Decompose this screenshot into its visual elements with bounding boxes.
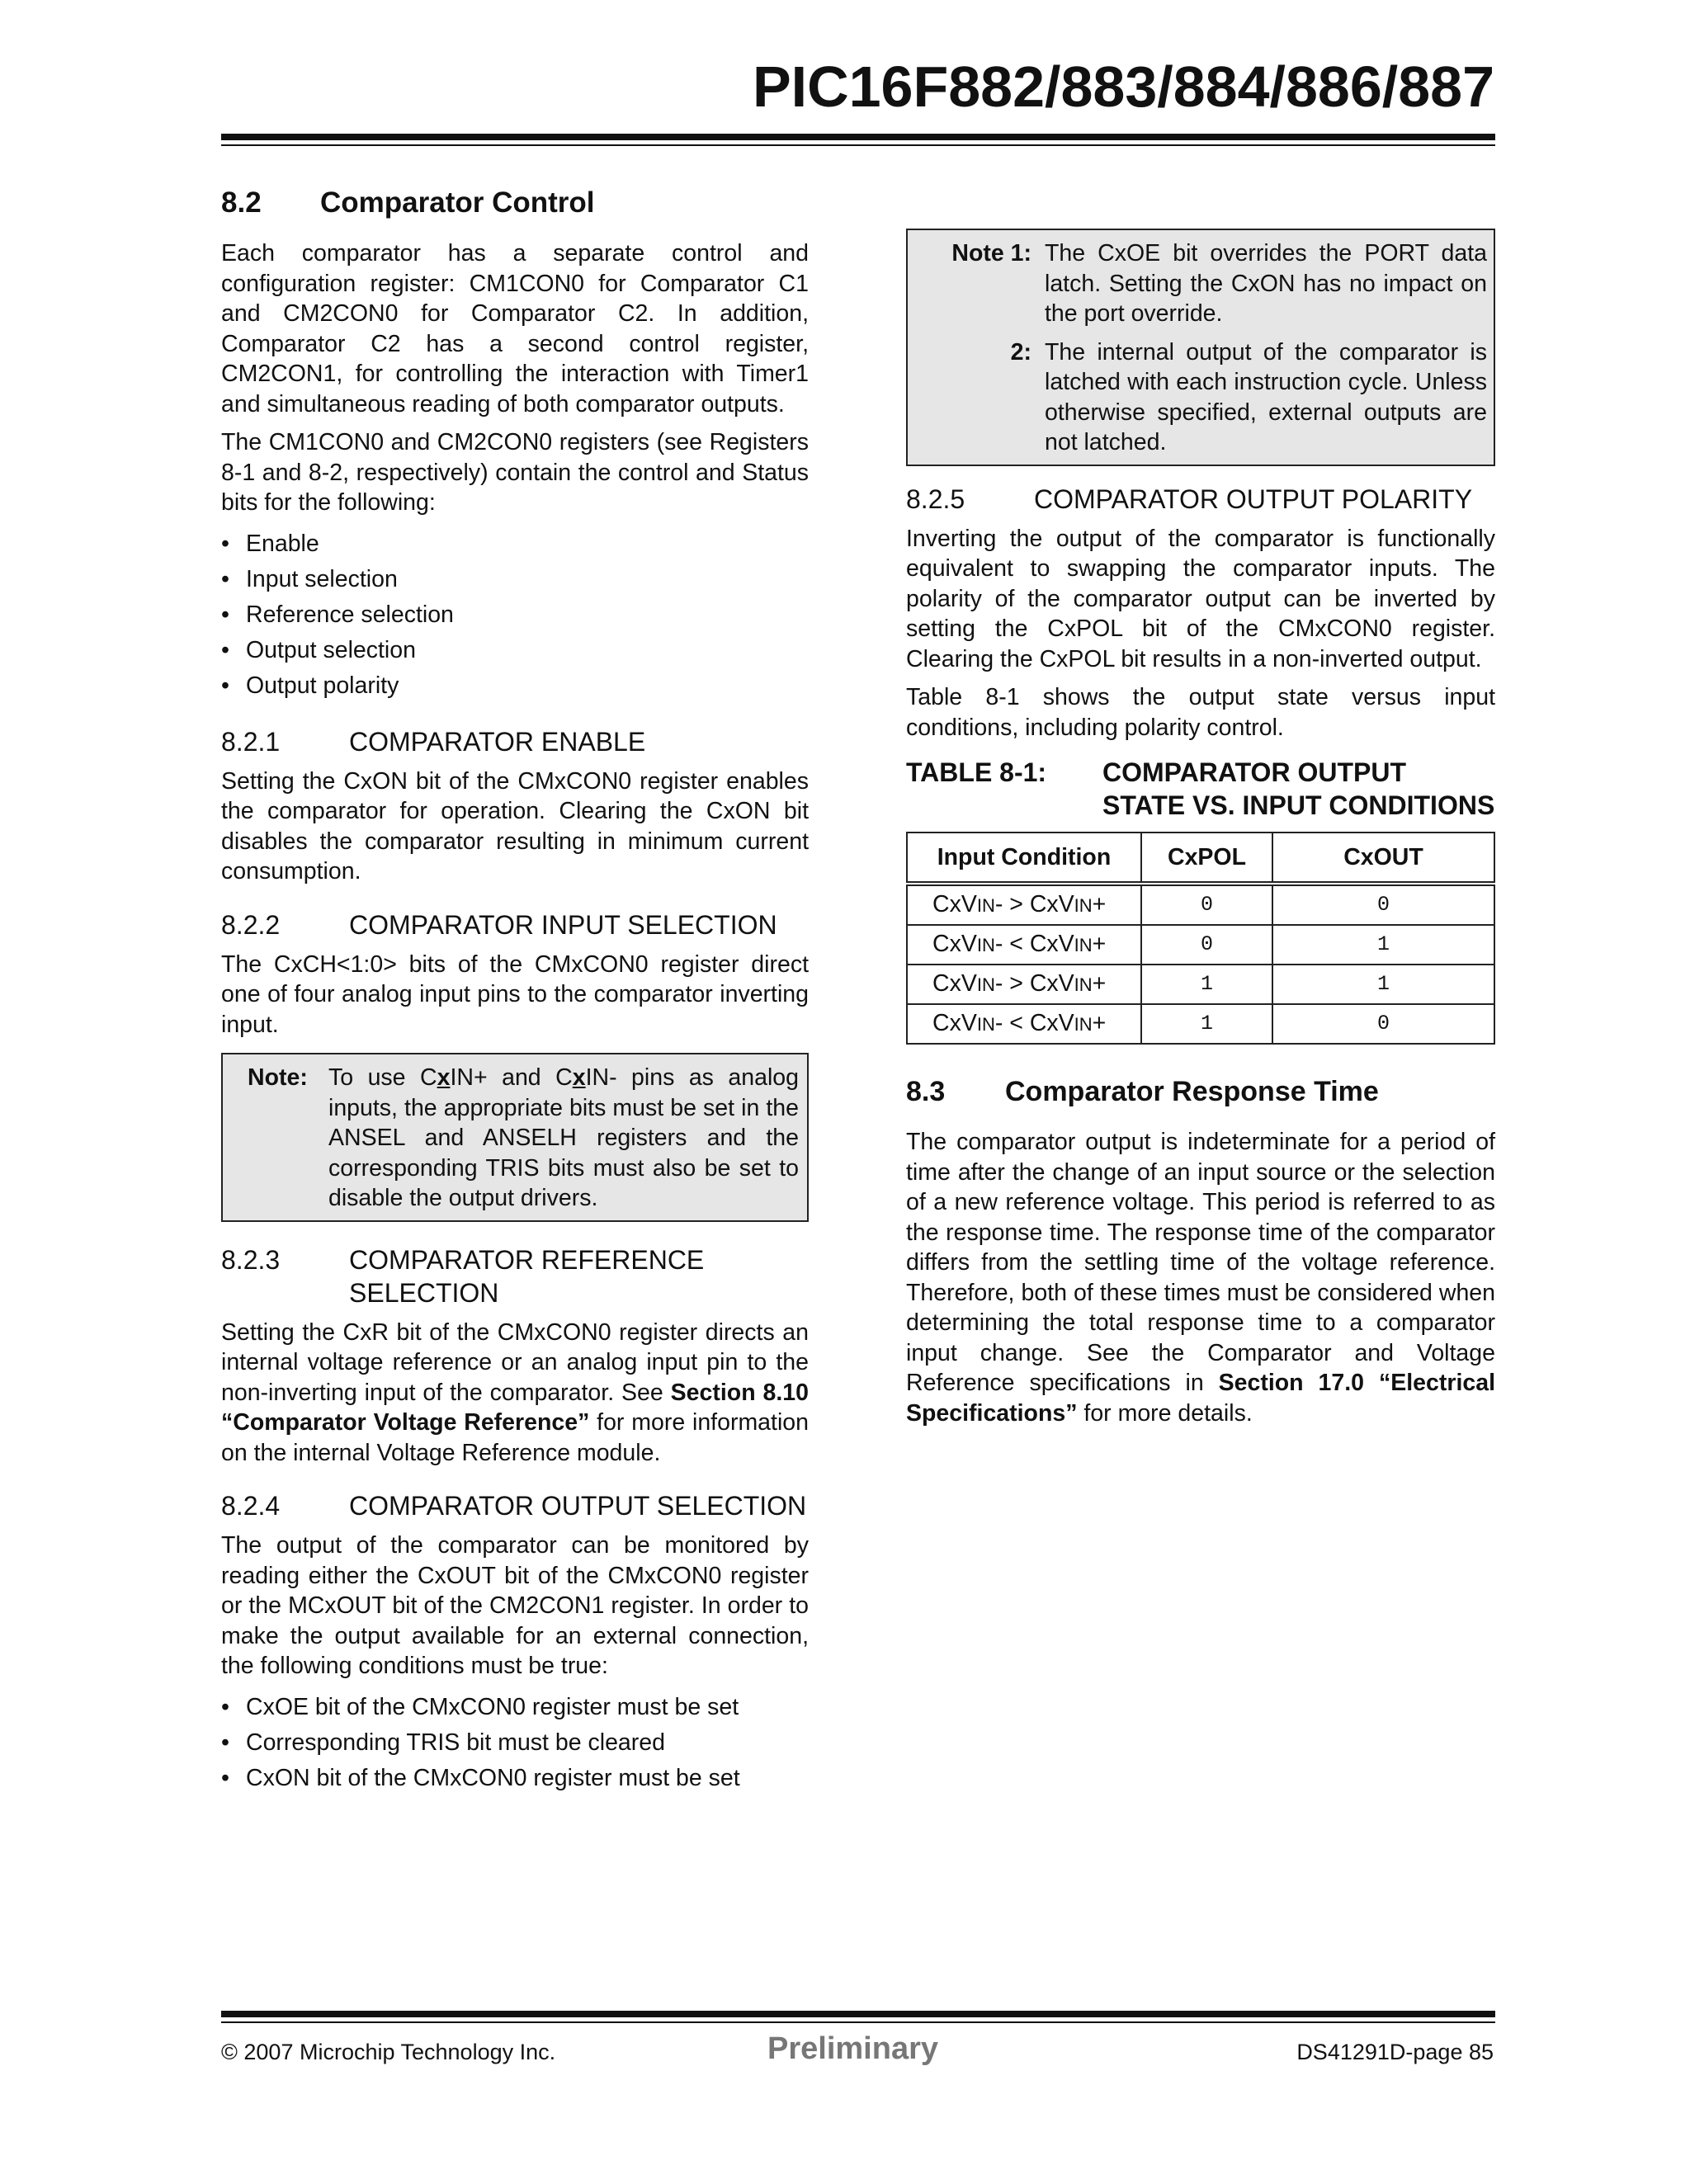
list-item: • Enable [221,526,809,562]
cell-text: IN [976,1013,995,1035]
table-number: TABLE 8-1: [906,757,1047,787]
note-text [328,1063,799,1214]
cell-text: IN [1074,1013,1093,1035]
cxout-cell: 0 [1272,1004,1494,1044]
section-8-2-5-heading [906,483,1495,516]
note-label: Note 1: [951,240,1031,267]
cell-text: - < CxV [994,1009,1074,1036]
header-rule [221,134,1495,140]
table-header: Input Condition [907,833,1141,884]
section-title: Comparator Control [320,186,595,219]
cxpol-cell: 0 [1141,925,1272,965]
footer-rule-thin [221,2021,1495,2023]
paragraph: Each comparator has a separate control and configuration register: CM1CON0 for Comparator C1 and CM2CON0 for Comparator C2. In addition, Comparator C2 has a second control register, CM2CON1, for controlling the interaction with Timer1 and simultaneous reading of both comparator outputs. [221,240,809,417]
page-header-title: PIC16F882/883/884/886/887 [752,54,1494,119]
paragraph-part: The comparator output is indeterminate for a period of time after the change of an input source or the selection of a new reference voltage. This period is referred to as the response time. The response time of the comparator differs from the settling time of the voltage reference. Therefore, both of these times must be considered when determining the total response time to a comparator input change. See the Comparator and Voltage Reference specifications in [906,1129,1495,1396]
cell-text: - > CxV [994,890,1074,917]
note-label: Note: [248,1064,308,1091]
cell-text: IN [1074,974,1093,995]
section-8-2-1-heading [221,725,809,758]
note-row [914,337,1487,458]
list-item: • CxOE bit of the CMxCON0 register must be set [221,1690,809,1725]
cell-text: - > CxV [994,969,1074,997]
section-title: COMPARATOR INPUT SELECTION [349,909,777,940]
cell-text: CxV [932,969,977,997]
note-row [914,238,1487,329]
input-condition-cell [907,1004,1141,1044]
paragraph-part: for more information on the internal Voltage Reference module. [221,1409,809,1466]
paragraph: Table 8-1 shows the output state versus input conditions, including polarity control. [906,684,1495,741]
cell-text: + [1092,969,1107,997]
table-row [907,965,1494,1004]
table-header: CxOUT [1272,833,1494,884]
footer-copyright: © 2007 Microchip Technology Inc. [221,2040,556,2064]
paragraph: The output of the comparator can be monitored by reading either the CxOUT bit of the CMxCON0 register or the MCxOUT bit of the CM2CON1 register. In order to make the output available for an external connection, the following conditions must be true: [221,1532,809,1679]
paragraph: Inverting the output of the comparator is functionally equivalent to swapping the comparator inputs. The polarity of the comparator output can be inverted by setting the CxPOL bit of the CMxCON0 register. Clearing the CxPOL bit results in a non-inverted output. [906,525,1495,672]
cell-text: CxV [932,930,977,957]
paragraph-part: Setting the CxR bit of the CMxCON0 register directs an internal voltage reference or an analog input pin to the non-inverting input of the comparator. See [221,1318,809,1406]
note-text-part: x [437,1064,451,1091]
note-text: The internal output of the comparator is latched with each instruction cycle. Unless otherwise specified, external outputs are not latched. [1045,338,1487,455]
list-item: • Reference selection [221,597,809,633]
cxpol-cell: 0 [1141,884,1272,925]
cell-text: - < CxV [994,930,1074,957]
section-8-2-3-heading [221,1243,809,1309]
cell-text: IN [976,974,995,995]
list-item: • CxON bit of the CMxCON0 register must be set [221,1761,809,1796]
section-title: COMPARATOR ENABLE [349,726,646,757]
cell-text: IN [1074,934,1093,955]
left-column [221,186,809,1796]
table-caption [906,756,1495,822]
list-item: • Output selection [221,633,809,668]
paragraph: The CxCH<1:0> bits of the CMxCON0 register direct one of four analog input pins to the comparator inverting input. [221,950,809,1038]
paragraph: The CM1CON0 and CM2CON0 registers (see Registers 8-1 and 8-2, respectively) contain the control and Status bits for the following: [221,429,809,516]
section-link[interactable]: Section 17.0 “Electrical Specifications” [906,1370,1495,1427]
section-8-2-4-heading [221,1489,809,1522]
paragraph [906,1127,1495,1428]
cell-text: IN [1074,894,1093,916]
list-item: • Corresponding TRIS bit must be cleared [221,1725,809,1761]
table-row [907,925,1494,965]
condition-list [221,1690,809,1796]
comparator-output-table [906,832,1495,1045]
list-item: • Input selection [221,562,809,597]
paragraph [221,1318,809,1469]
section-link[interactable]: Section 8.10 “Comparator Voltage Reference” [221,1379,809,1436]
note-box [221,1053,809,1222]
input-condition-cell [907,884,1141,925]
section-number: 8.2.3 [221,1244,281,1275]
section-8-2-heading [221,186,809,220]
table-row [907,884,1494,925]
footer-status: Preliminary [767,2031,938,2066]
header-rule-thin [221,144,1495,146]
section-number: 8.2.2 [221,909,281,940]
list-item: • Output polarity [221,668,809,704]
cell-text: IN [976,934,995,955]
table-row [907,1004,1494,1044]
note-text-part: IN+ and C [450,1064,573,1091]
cxpol-cell: 1 [1141,1004,1272,1044]
cell-text: IN [976,894,995,916]
section-title: COMPARATOR OUTPUT POLARITY [1034,483,1473,514]
section-number: 8.2 [221,186,262,219]
cxout-cell: 1 [1272,925,1494,965]
cxout-cell: 1 [1272,965,1494,1004]
paragraph-part: for more details. [1077,1399,1253,1427]
table-header: CxPOL [1141,833,1272,884]
section-title: COMPARATOR OUTPUT SELECTION [349,1491,807,1521]
cxpol-cell: 1 [1141,965,1272,1004]
section-number: 8.2.4 [221,1491,281,1521]
cell-text: CxV [932,890,977,917]
section-number: 8.2.5 [906,483,965,514]
footer-rule [221,2011,1495,2017]
note-text-part: IN- pins as analog inputs, the appropriate bits must be set in the ANSEL and ANSELH registers and the corresponding TRIS bits must also be set to disable the output drivers. [328,1064,799,1211]
note-label: 2: [1010,338,1031,366]
note-text-part: To use C [328,1064,437,1091]
table-header-row [907,833,1494,884]
section-8-2-2-heading [221,908,809,941]
right-column [906,229,1495,1436]
section-title: COMPARATOR REFERENCE SELECTION [349,1244,705,1308]
section-number: 8.2.1 [221,726,281,757]
input-condition-cell [907,925,1141,965]
note-text: The CxOE bit overrides the PORT data latch. Setting the CxON has no impact on the port override. [1045,240,1487,327]
note-text-part: x [572,1064,586,1091]
input-condition-cell [907,965,1141,1004]
cell-text: + [1092,930,1107,957]
section-number: 8.3 [906,1076,946,1107]
table-title: COMPARATOR OUTPUT STATE VS. INPUT CONDITIONS [1102,757,1495,820]
footer-page-number: DS41291D-page 85 [1296,2040,1494,2064]
cell-text: + [1092,1009,1107,1036]
cell-text: + [1092,890,1107,917]
feature-list [221,526,809,704]
cxout-cell: 0 [1272,884,1494,925]
paragraph: Setting the CxON bit of the CMxCON0 register enables the comparator for operation. Clearing the CxON bit disables the comparator resulting in minimum current consumption. [221,767,809,884]
note-box-outputs [906,229,1495,466]
cell-text: CxV [932,1009,977,1036]
section-title: Comparator Response Time [1005,1076,1379,1107]
section-8-3-heading [906,1074,1495,1109]
